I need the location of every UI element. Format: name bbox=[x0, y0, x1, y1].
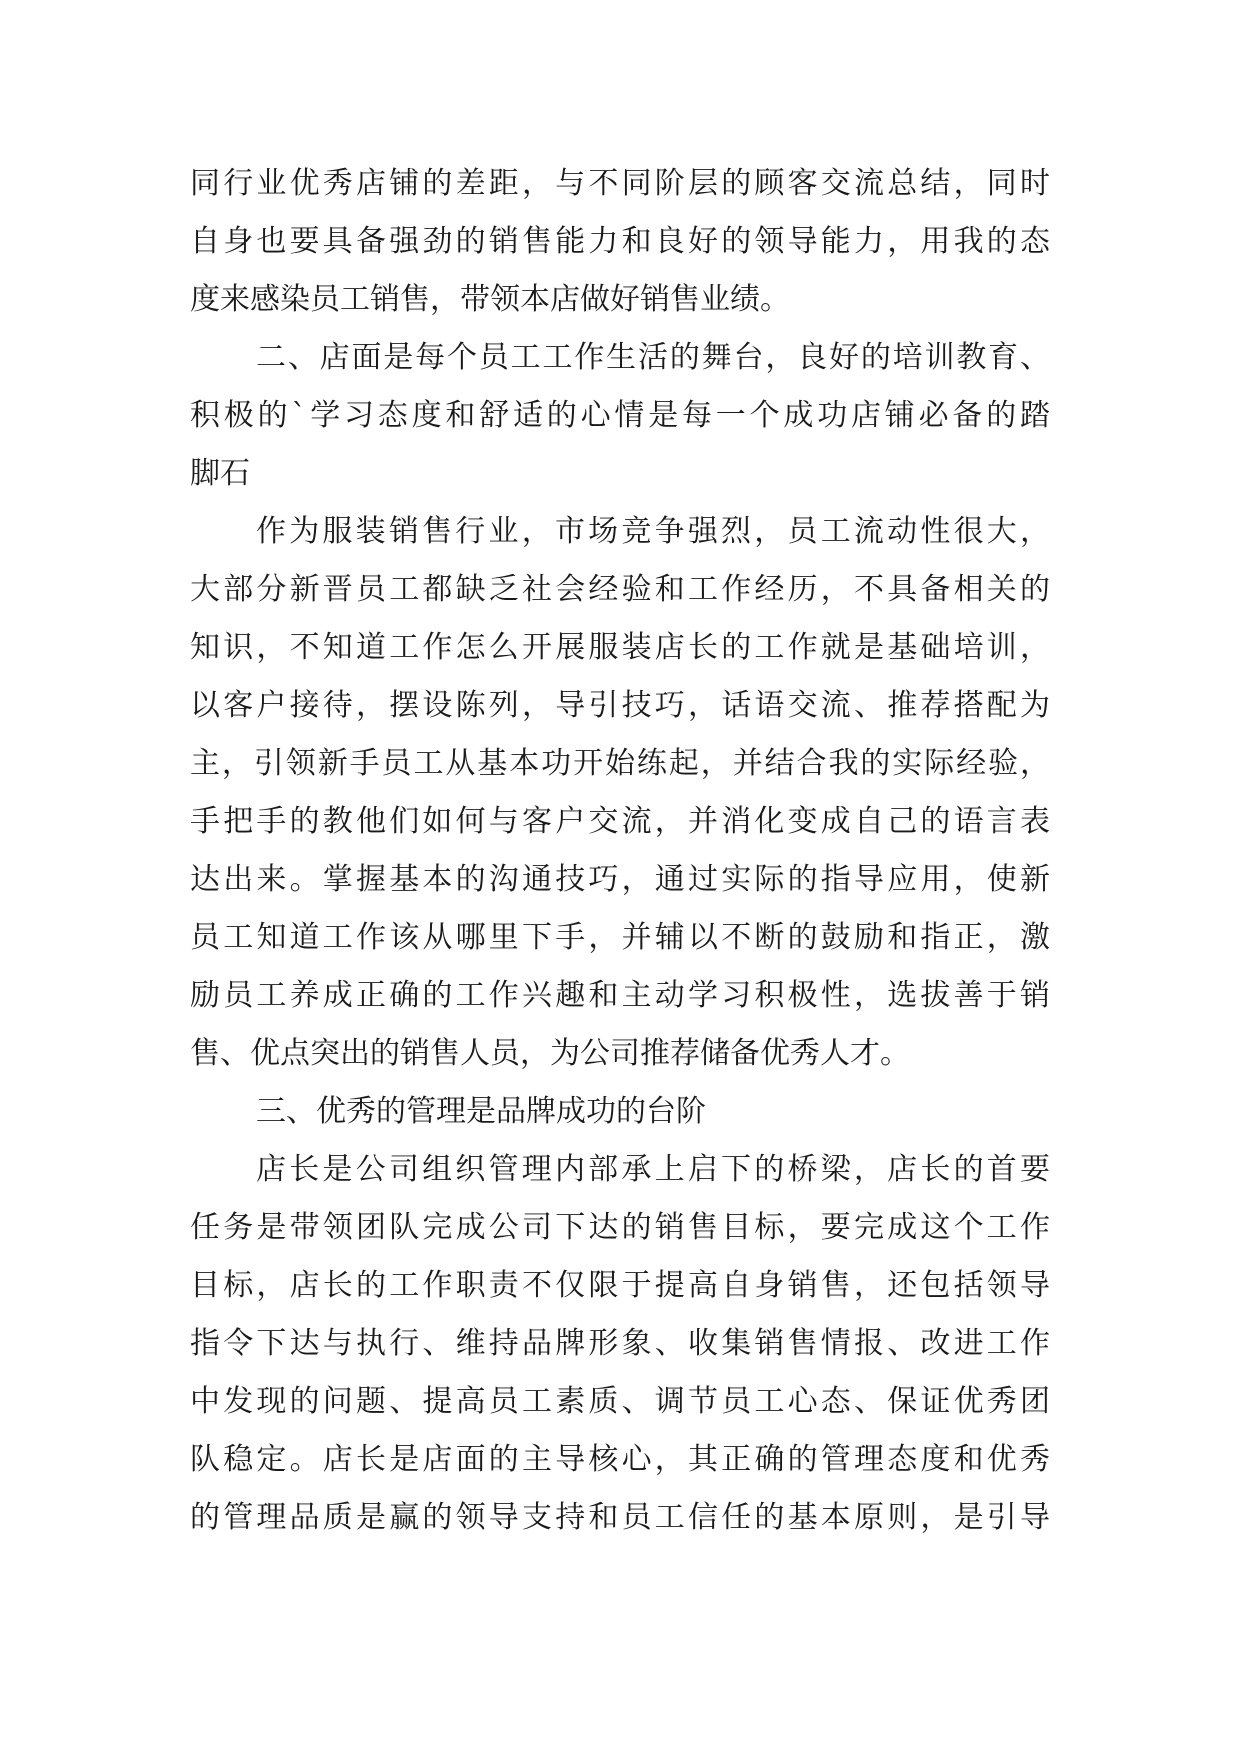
text-line: 任务是带领团队完成公司下达的销售目标，要完成这个工作 bbox=[190, 1210, 1050, 1245]
text-line: 员工知道工作该从哪里下手，并辅以不断的鼓励和指正，激 bbox=[190, 920, 1050, 955]
text-line: 中发现的问题、提高员工素质、调节员工心态、保证优秀团 bbox=[190, 1384, 1050, 1419]
text-line: 主，引领新手员工从基本功开始练起，并结合我的实际经验， bbox=[190, 746, 1050, 781]
text-line: 同行业优秀店铺的差距，与不同阶层的顾客交流总结，同时 bbox=[190, 166, 1050, 201]
text-line: 大部分新晋员工都缺乏社会经验和工作经历，不具备相关的 bbox=[190, 572, 1050, 607]
text-line: 脚石 bbox=[190, 456, 250, 491]
text-line: 达出来。掌握基本的沟通技巧，通过实际的指导应用，使新 bbox=[190, 862, 1050, 897]
text-line: 手把手的教他们如何与客户交流，并消化变成自己的语言表 bbox=[190, 804, 1050, 839]
text-line: 度来感染员工销售，带领本店做好销售业绩。 bbox=[190, 282, 790, 317]
text-line: 三、优秀的管理是品牌成功的台阶 bbox=[256, 1094, 706, 1129]
text-line: 的管理品质是赢的领导支持和员工信任的基本原则，是引导 bbox=[190, 1500, 1050, 1535]
text-line: 知识，不知道工作怎么开展服装店长的工作就是基础培训， bbox=[190, 630, 1050, 665]
text-line: 以客户接待，摆设陈列，导引技巧，话语交流、推荐搭配为 bbox=[190, 688, 1050, 723]
text-line: 励员工养成正确的工作兴趣和主动学习积极性，选拔善于销 bbox=[190, 978, 1050, 1013]
text-line: 售、优点突出的销售人员，为公司推荐储备优秀人才。 bbox=[190, 1036, 910, 1071]
text-line: 队稳定。店长是店面的主导核心，其正确的管理态度和优秀 bbox=[190, 1442, 1050, 1477]
body-text bbox=[190, 155, 1050, 1547]
text-line: 指令下达与执行、维持品牌形象、收集销售情报、改进工作 bbox=[190, 1326, 1050, 1361]
text-line: 目标，店长的工作职责不仅限于提高自身销售，还包括领导 bbox=[190, 1268, 1050, 1303]
text-line: 二、店面是每个员工工作生活的舞台，良好的培训教育、 bbox=[256, 340, 1050, 375]
text-line: 作为服装销售行业，市场竞争强烈，员工流动性很大， bbox=[256, 514, 1050, 549]
text-line: 积极的`学习态度和舒适的心情是每一个成功店铺必备的踏 bbox=[190, 398, 1050, 433]
text-line: 自身也要具备强劲的销售能力和良好的领导能力，用我的态 bbox=[190, 224, 1050, 259]
text-line: 店长是公司组织管理内部承上启下的桥梁，店长的首要 bbox=[256, 1152, 1050, 1187]
